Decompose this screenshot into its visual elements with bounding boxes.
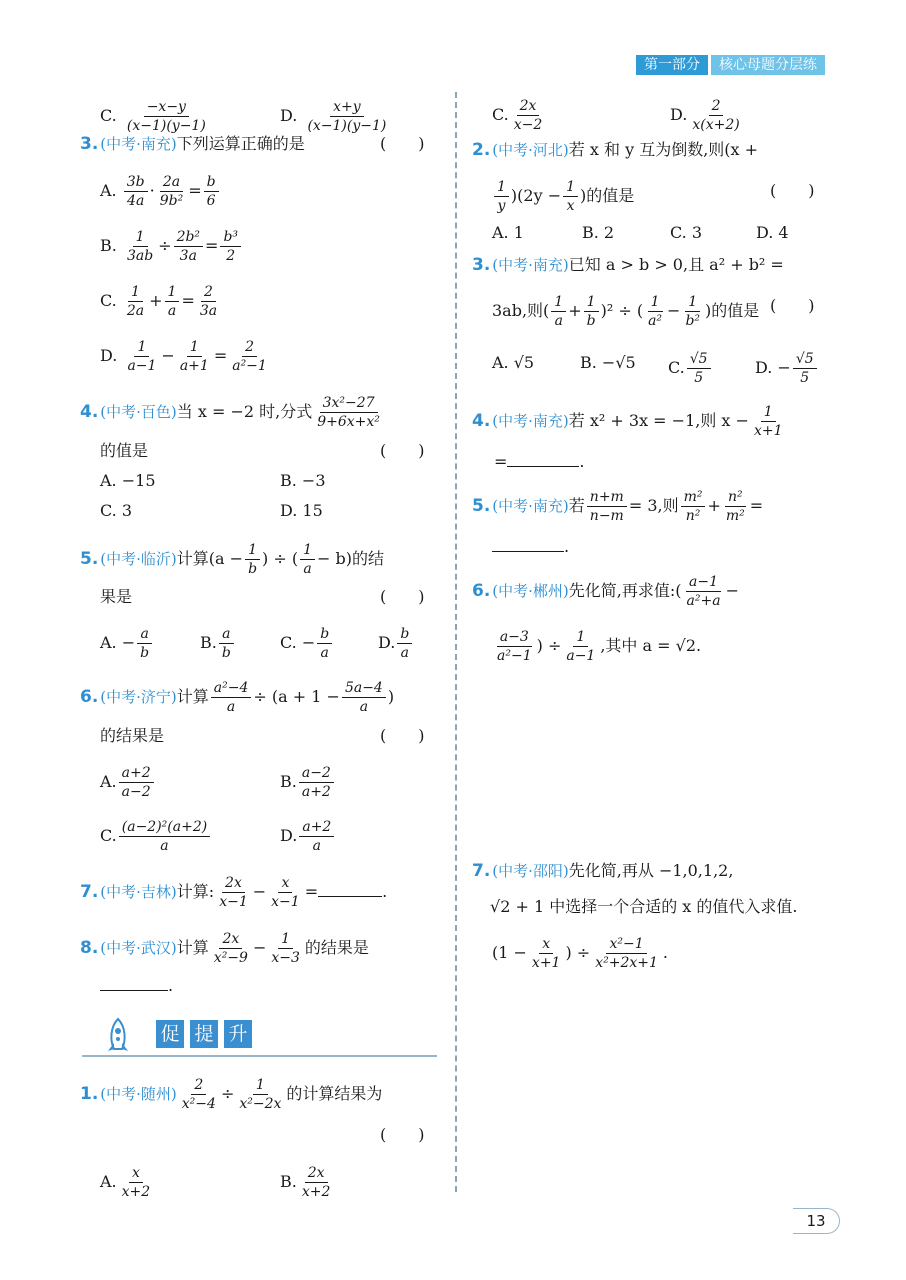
q4-option-a: A. −15 [100,471,156,490]
header-part: 第一部分 [636,55,708,75]
p6-stem: 6. (中考·郴州)先化简,再求值:( $\frac{a-1}{\text{a²+a}}$ − [472,574,739,609]
q6-option-d: D. $\frac{a+2}{a}$ [280,820,336,842]
p2-stem-2: $\frac{1}{y}$ )(2y − $\frac{1}{x}$ )的值是 [492,180,634,202]
p5-stem: 5. (中考·南充)若 $\frac{n+m}{n-m}$ = 3,则 $\frac{\text{m²}}{\text{n²}}$ + $\frac{\text{n²}}{\text{m²}}$ = [472,489,764,524]
p1-option-d: D. $\frac{2}{x(x+2)}$ [670,98,740,133]
q2-option-c: C. $\frac{-x-y}{(x-1)(y-1)}$ [100,100,211,122]
fraction: $\frac{-x-y}{(x-1)(y-1)}$ [126,99,206,134]
p3-option-a: A. √5 [492,353,535,372]
section-char-1: 促 [156,1020,184,1048]
q4-answer-bracket[interactable]: ( ) [380,441,425,460]
p1-option-b: B. $\frac{2x}{x+2}$ [280,1165,331,1200]
p2-option-b: B. 2 [582,223,615,242]
q4-stem: 4. (中考·百色)当 x = −2 时,分式 $\frac{\text{3x²−27}}{\text{9+6x+x²}}$ [80,395,380,430]
q5-answer-bracket[interactable]: ( ) [380,587,425,606]
rocket-icon [104,1017,132,1055]
q2-option-d: D. $\frac{x+y}{(x-1)(y-1)}$ [280,100,391,122]
q4-option-b: B. −3 [280,471,326,490]
q5-option-d: D. $\frac{b}{a}$ [378,627,414,649]
p1-answer-bracket[interactable]: ( ) [380,1125,425,1144]
p2-option-c: C. 3 [670,223,703,242]
q3-option-b: B. $\frac{1}{3ab}$ ÷ $\frac{\text{2b²}}{3a}$ = $\frac{\text{b³}}{2}$ [100,230,243,252]
p7-expression: (1 − $\frac{x}{x+1}$ ) ÷ $\frac{\text{x²−1}}{\text{x²+2x+1}}$ . [492,936,668,971]
q6-stem-2: 的结果是 [100,726,165,745]
page-number: 13 [793,1208,840,1234]
q3-stem: 3. (中考·南充)下列运算正确的是 [80,134,305,154]
q3-option-a: A. $\frac{3b}{4a}$ · $\frac{2a}{\text{9b²}}$ = $\frac{b}{6}$ [100,175,221,197]
q3-option-d: D. $\frac{1}{a-1}$ − $\frac{1}{a+1}$ = $\frac{2}{\text{a²−1}}$ [100,339,267,374]
p7-stem: 7. (中考·邵阳)先化简,再从 −1,0,1,2, [472,861,734,881]
q5-stem: 5. (中考·临沂)计算(a − $\frac{1}{b}$ ) ÷ ( $\frac{1}{a}$ − b)的结 [80,542,384,577]
p4-answer-blank[interactable] [507,466,579,467]
fraction: $\frac{x+y}{(x-1)(y-1)}$ [307,99,387,134]
q4-option-d: D. 15 [280,501,323,520]
p5-answer: . [492,536,569,558]
q5-option-c: C. − $\frac{b}{a}$ [280,627,334,649]
q3-option-c: C. $\frac{1}{2a}$ + $\frac{1}{a}$ = $\frac{2}{3a}$ [100,284,218,319]
column-divider [455,92,457,1192]
q6-answer-bracket[interactable]: ( ) [380,726,425,745]
q7-stem: 7. (中考·吉林)计算: $\frac{2x}{x-1}$ − $\frac{x}{x-1}$ = . [80,875,388,910]
p5-answer-blank[interactable] [492,551,564,552]
p2-answer-bracket[interactable]: ( ) [770,181,815,200]
q4-option-c: C. 3 [100,501,133,520]
q6-option-c: C. $\frac{\text{(a−2)²(a+2)}}{a}$ [100,820,212,842]
q8-stem: 8. (中考·武汉)计算 $\frac{2x}{\text{x²−9}}$ − $\frac{1}{x-3}$ 的结果是 [80,931,369,966]
q6-option-a: A. $\frac{a+2}{a-2}$ [100,766,156,788]
q5-option-b: B. $\frac{a}{b}$ [200,627,236,649]
section-header [636,55,825,75]
p3-option-c: C. $\frac{√5}{5}$ [668,352,713,374]
p2-option-d: D. 4 [756,223,789,242]
q6-stem: 6. (中考·济宁)计算 $\frac{\text{a²−4}}{a}$ ÷ (a + 1 − $\frac{5a-4}{a}$ ) [80,680,395,715]
q3-answer-bracket[interactable]: ( ) [380,134,425,153]
q6-option-b: B. $\frac{a-2}{a+2}$ [280,766,336,788]
p4-answer: = . [494,452,585,471]
p4-stem: 4. (中考·南充)若 x² + 3x = −1,则 x − $\frac{1}{x+1}$ [472,404,783,439]
p6-stem-2: $\frac{a-3}{\text{a²−1}}$ ) ÷ $\frac{1}{a-1}$ ,其中 a = √2. [497,629,702,664]
p2-option-a: A. 1 [492,223,524,242]
p1-option-a: A. $\frac{x}{x+2}$ [100,1165,151,1200]
section-char-2: 提 [190,1020,218,1048]
p1-option-c: C. $\frac{2x}{x-2}$ [492,98,543,133]
q8-answer-blank[interactable] [100,990,168,991]
q8-answer: . [100,975,173,997]
p3-option-b: B. −√5 [580,353,636,372]
p1-stem: 1. (中考·随州) $\frac{2}{\text{x²−4}}$ ÷ $\frac{1}{\text{x²−2x}}$ 的计算结果为 [80,1077,383,1112]
p7-stem-2: √2 + 1 中选择一个合适的 x 的值代入求值. [490,897,798,916]
q4-stem-2: 的值是 [100,441,149,460]
header-title: 核心母题分层练 [711,55,825,75]
q7-answer-blank[interactable] [318,896,382,897]
p3-stem-2: 3ab,则( $\frac{1}{a}$ + $\frac{1}{b}$ )² ÷ ( $\frac{1}{\text{a²}}$ − $\frac{1}{\text{b²}}$ )的值是 [492,294,760,329]
q5-option-a: A. − $\frac{a}{b}$ [100,627,154,649]
section-char-3: 升 [224,1020,252,1048]
p3-option-d: D. − $\frac{√5}{5}$ [755,352,819,374]
p3-answer-bracket[interactable]: ( ) [770,296,815,315]
section-banner [82,1015,437,1057]
p2-stem: 2. (中考·河北)若 x 和 y 互为倒数,则(x + [472,140,759,160]
p3-stem: 3. (中考·南充)已知 a > b > 0,且 a² + b² = [472,255,784,275]
q5-stem-2: 果是 [100,587,133,606]
